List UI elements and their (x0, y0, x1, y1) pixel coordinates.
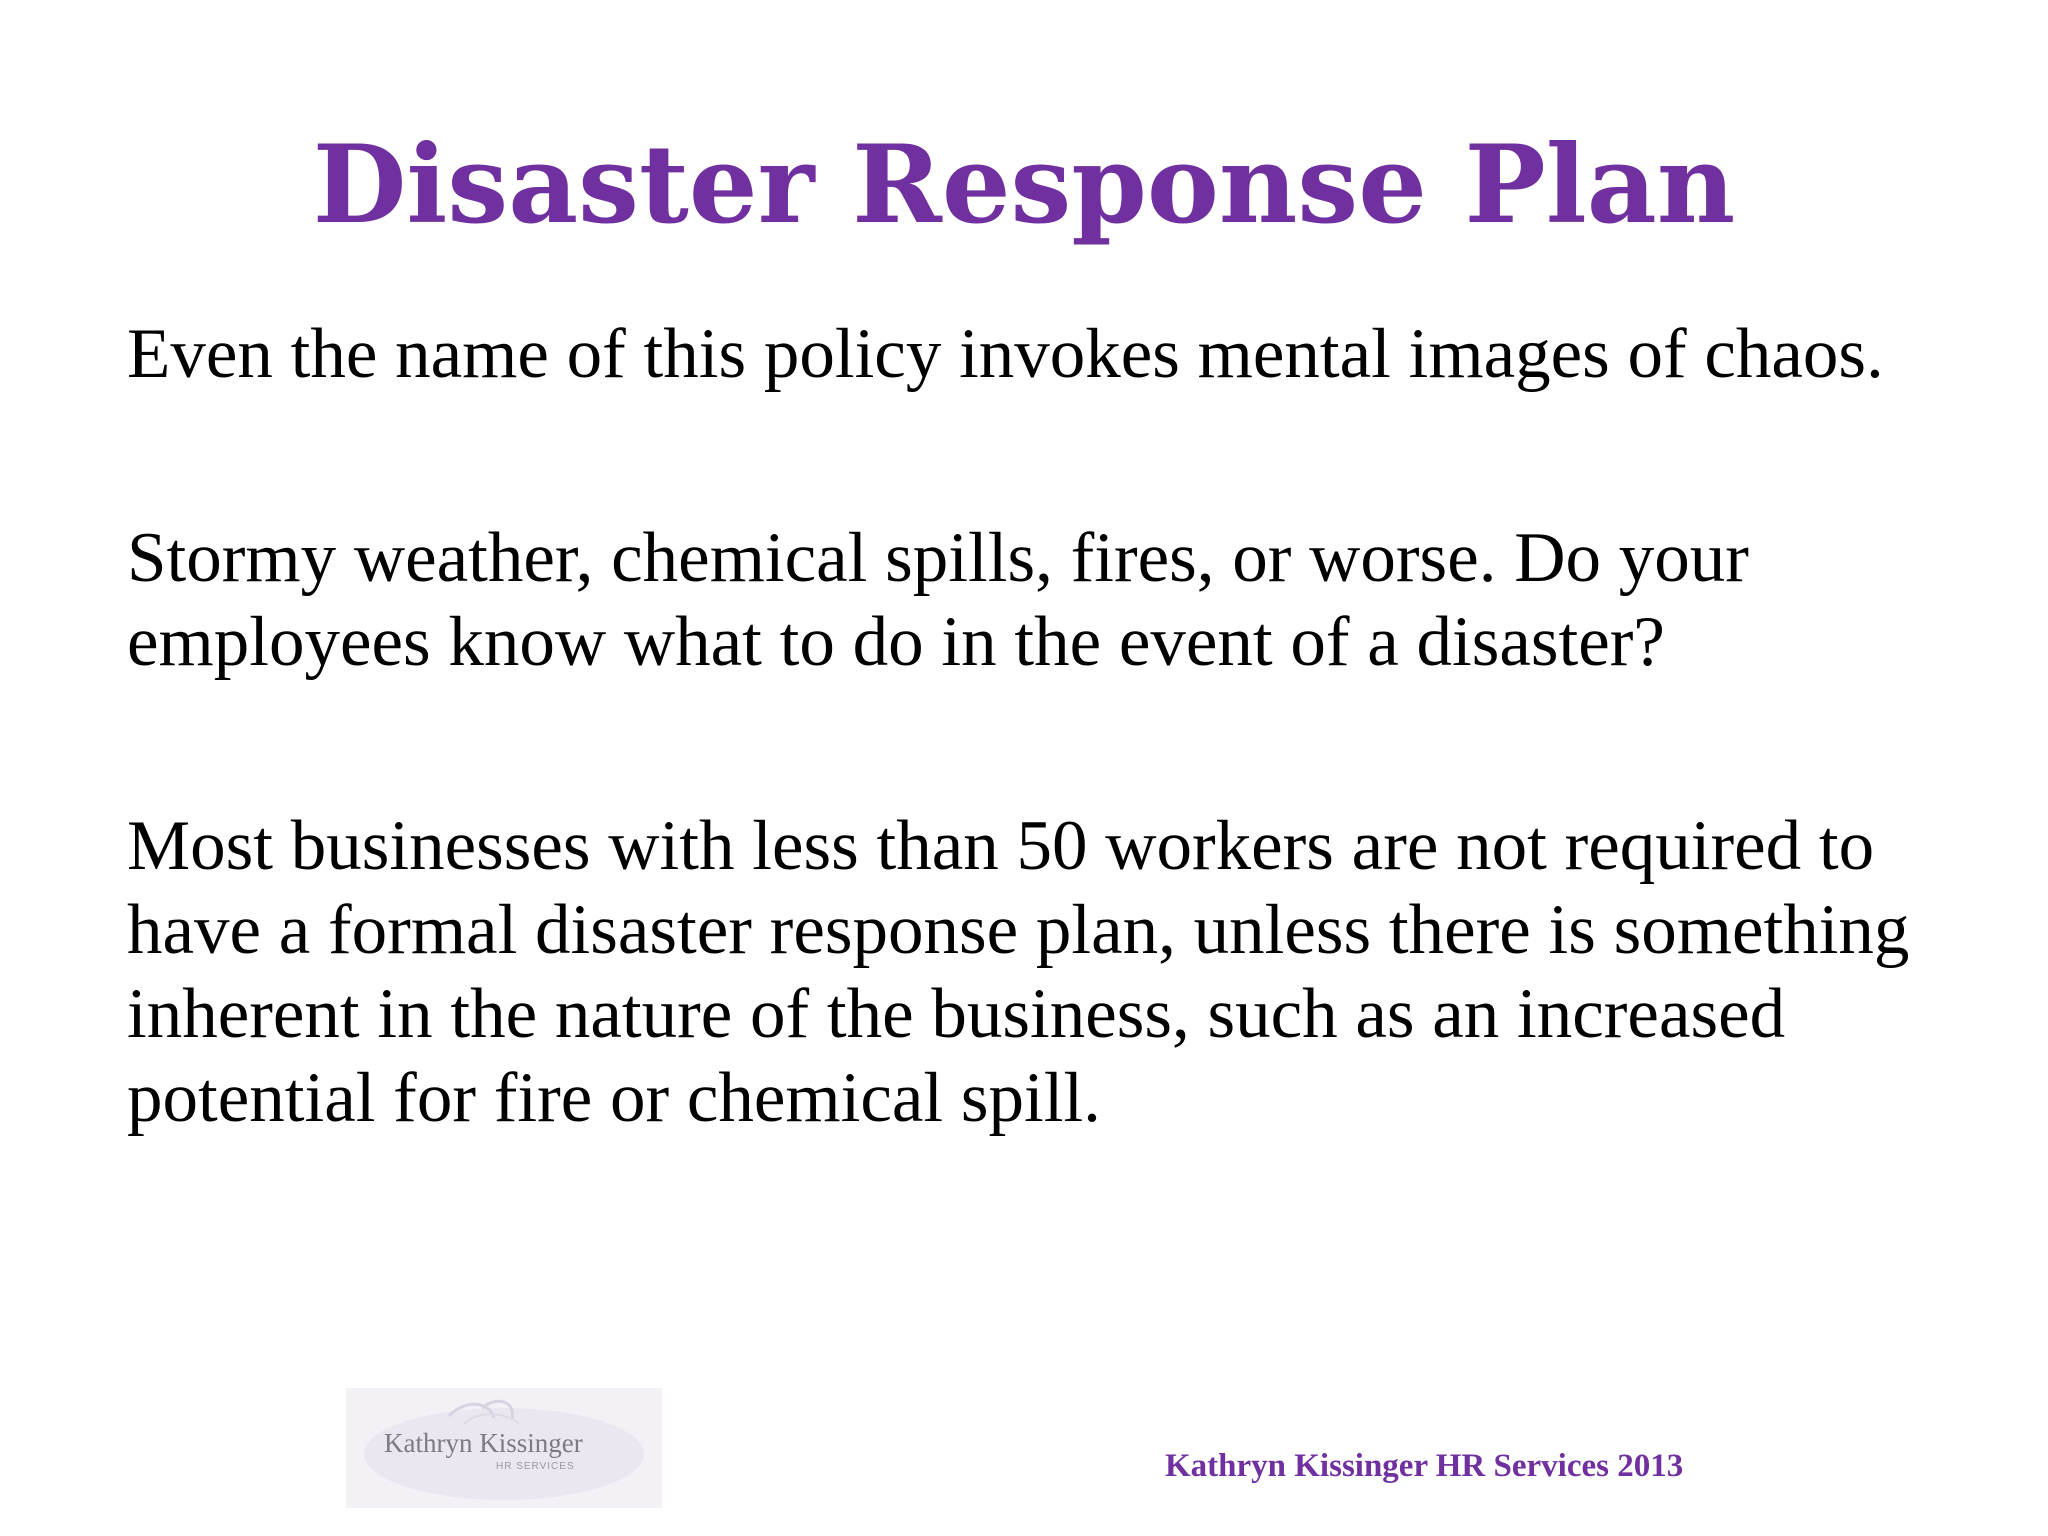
logo-name: Kathryn Kissinger (384, 1428, 583, 1458)
paragraph-1: Even the name of this policy invokes mental images of chaos. (127, 315, 1884, 393)
paragraph-3: Most businesses with less than 50 workers are not required to have a formal disaster response plan, unless there is something inherent in the nature of the business, such as an increased potential for fire or chemical spill. (127, 807, 1910, 1137)
footer-text: Kathryn Kissinger HR Services 2013 (1165, 1448, 1684, 1484)
logo-subtitle: HR SERVICES (496, 1461, 575, 1472)
slide-title: Disaster Response Plan (312, 122, 1736, 248)
paragraph-2: Stormy weather, chemical spills, fires, or worse. Do your employees know what to do in the event of a disaster? (127, 519, 1749, 681)
slide-body (127, 312, 2007, 1140)
company-logo (346, 1388, 662, 1508)
